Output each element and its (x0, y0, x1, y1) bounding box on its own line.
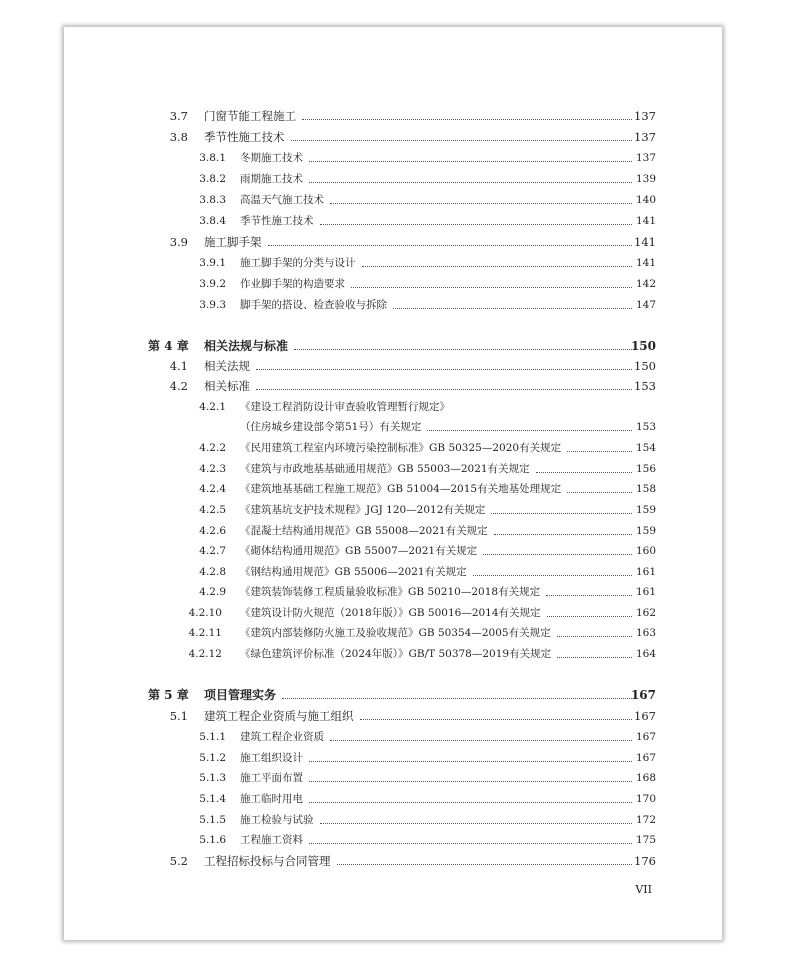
toc-entry-number: 3.9.1 (199, 257, 226, 269)
toc-entry-row[interactable] (64, 169, 722, 189)
toc-entry-number: 5.1.4 (199, 793, 226, 805)
toc-entry-row[interactable] (64, 438, 722, 458)
toc-entry-number: 4.2.5 (199, 504, 226, 516)
toc-entry-page: 162 (635, 607, 656, 619)
toc-entry-number: 第 4 章 (148, 339, 189, 353)
toc-entry-page: 170 (635, 793, 656, 805)
toc-entry-page: 154 (635, 442, 656, 454)
toc-entry-row[interactable] (64, 851, 722, 871)
toc-entry-row[interactable] (64, 603, 722, 623)
toc-entry-row[interactable] (64, 768, 722, 788)
toc-entry-page: 168 (635, 772, 656, 784)
toc-entry-row[interactable] (64, 541, 722, 561)
dot-leader (567, 491, 632, 493)
dot-leader (393, 307, 632, 309)
toc-entry-title: 《建筑设计防火规范（2018年版）》GB 50016—2014有关规定 (240, 607, 541, 619)
toc-entry-number: 3.9.3 (199, 299, 226, 311)
toc-entry-number: 4.2.9 (199, 586, 226, 598)
toc-entry-page: 137 (635, 152, 656, 164)
toc-entry-title: 《砌体结构通用规范》GB 55007—2021有关规定 (240, 545, 478, 557)
toc-entry-row[interactable] (64, 521, 722, 541)
toc-entry-title: 建筑工程企业资质 (240, 731, 324, 743)
toc-entry-title: （住房城乡建设部令第51号）有关规定 (240, 421, 422, 433)
dot-leader (546, 594, 632, 596)
toc-entry-number: 5.1.6 (199, 834, 226, 846)
toc-entry-page: 140 (635, 194, 656, 206)
toc-entry-page: 176 (634, 854, 656, 868)
toc-entry-number: 3.9 (169, 235, 188, 249)
toc-entry-page: 175 (635, 834, 656, 846)
dot-leader (291, 139, 633, 141)
toc-entry-number: 4.2.3 (199, 463, 226, 475)
toc-entry-title: 相关法规与标准 (204, 339, 289, 353)
dot-leader (309, 801, 632, 803)
toc-entry-title: 相关法规 (204, 359, 250, 373)
toc-entry-number: 3.8.4 (199, 215, 226, 227)
toc-entry-row[interactable] (64, 417, 722, 437)
toc-entry-number: 4.2.1 (199, 401, 226, 413)
toc-entry-title: 《建筑与市政地基基础通用规范》GB 55003—2021有关规定 (240, 463, 530, 475)
toc-entry-number: 4.2.12 (188, 648, 222, 660)
toc-entry-number: 5.2 (169, 854, 188, 868)
toc-entry-title: 施工脚手架的分类与设计 (240, 257, 356, 269)
toc-entry-page: 147 (635, 299, 656, 311)
toc-entry-title: 相关标准 (204, 379, 250, 393)
dot-leader (473, 574, 632, 576)
toc-entry-page: 161 (635, 586, 656, 598)
dot-leader (309, 181, 632, 183)
toc-entry-title: 高温天气施工技术 (240, 194, 324, 206)
toc-entry-title: 施工临时用电 (240, 793, 303, 805)
dot-leader (330, 739, 632, 741)
toc-entry-number: 3.8.1 (199, 152, 226, 164)
toc-entry-number: 5.1.3 (199, 772, 226, 784)
dot-leader (282, 697, 632, 699)
toc-entry-number: 4.2.8 (199, 566, 226, 578)
toc-entry-page: 167 (630, 688, 656, 702)
toc-entry-page: 137 (634, 130, 656, 144)
dot-leader (330, 202, 632, 204)
toc-entry-title: 《建设工程消防设计审查验收管理暂行规定》 (240, 401, 450, 413)
dot-leader (309, 760, 632, 762)
toc-entry-page: 153 (634, 379, 656, 393)
toc-entry-row[interactable] (64, 727, 722, 747)
toc-entry-number: 4.2.6 (199, 525, 226, 537)
dot-leader (268, 244, 633, 246)
page-folio: VII (635, 883, 652, 896)
toc-entry-number: 3.8 (169, 130, 188, 144)
dot-leader (360, 718, 633, 720)
toc-entry-page: 158 (635, 483, 656, 495)
toc-entry-title: 雨期施工技术 (240, 173, 303, 185)
toc-entry-page: 161 (635, 566, 656, 578)
dot-leader (557, 635, 632, 637)
toc-entry-title: 季节性施工技术 (204, 130, 285, 144)
toc-entry-row[interactable] (64, 582, 722, 602)
toc-entry-title: 《钢结构通用规范》GB 55006—2021有关规定 (240, 566, 467, 578)
toc-entry-page: 150 (634, 359, 656, 373)
toc-entry-row[interactable] (64, 274, 722, 294)
toc-entry-row[interactable] (64, 459, 722, 479)
toc-entry-title: 冬期施工技术 (240, 152, 303, 164)
toc-entry-page: 167 (635, 731, 656, 743)
dot-leader (483, 553, 632, 555)
toc-entry-number: 4.1 (169, 359, 188, 373)
toc-entry-page: 139 (635, 173, 656, 185)
dot-leader (320, 223, 633, 225)
toc-entry-number: 5.1 (169, 709, 188, 723)
dot-leader (302, 118, 632, 120)
toc-entry-page: 172 (635, 814, 656, 826)
dot-leader (320, 822, 633, 824)
dot-leader (256, 368, 632, 370)
dot-leader (256, 388, 632, 390)
toc-entry-title: 工程施工资料 (240, 834, 303, 846)
toc-entry-number: 5.1.1 (199, 731, 226, 743)
dot-leader (427, 429, 632, 431)
toc-entry-number: 5.1.5 (199, 814, 226, 826)
dot-leader (494, 533, 632, 535)
dot-leader (547, 615, 632, 617)
toc-entry-row[interactable] (64, 397, 722, 417)
toc-entry-row[interactable] (64, 190, 722, 210)
toc-entry-number: 5.1.2 (199, 752, 226, 764)
toc-entry-title: 《建筑地基基础工程施工规范》GB 51004—2015有关地基处理规定 (240, 483, 562, 495)
toc-entry-page: 164 (635, 648, 656, 660)
toc-entry-number: 4.2.10 (188, 607, 222, 619)
toc-entry-row[interactable] (64, 830, 722, 850)
toc-entry-row[interactable] (64, 810, 722, 830)
dot-leader (351, 286, 632, 288)
toc-entry-row[interactable] (64, 376, 722, 396)
toc-entry-title: 《建筑内部装修防火施工及验收规范》GB 50354—2005有关规定 (240, 627, 551, 639)
dot-leader (294, 348, 632, 350)
toc-entry-page: 167 (634, 709, 656, 723)
toc-entry-row[interactable] (64, 706, 722, 726)
toc-entry-number: 3.8.2 (199, 173, 226, 185)
toc-entry-number: 3.8.3 (199, 194, 226, 206)
toc-entry-title: 施工脚手架 (204, 235, 262, 249)
toc-entry-title: 《绿色建筑评价标准（2024年版）》GB/T 50378—2019有关规定 (240, 648, 552, 660)
toc-entry-title: 项目管理实务 (204, 688, 277, 702)
dot-leader (309, 160, 632, 162)
dot-leader (491, 512, 632, 514)
toc-entry-number: 3.9.2 (199, 278, 226, 290)
book-page (64, 27, 722, 940)
toc-entry-number: 4.2 (169, 379, 188, 393)
toc-entry-row[interactable] (64, 644, 722, 664)
toc-entry-page: 141 (634, 235, 656, 249)
toc-entry-row[interactable] (64, 295, 722, 315)
toc-entry-title: 施工平面布置 (240, 772, 303, 784)
toc-entry-number: 4.2.2 (199, 442, 226, 454)
toc-entry-row[interactable] (64, 748, 722, 768)
toc-entry-title: 《建筑基坑支护技术规程》JGJ 120—2012有关规定 (240, 504, 486, 516)
toc-entry-row[interactable] (64, 211, 722, 231)
toc-entry-page: 153 (635, 421, 656, 433)
toc-entry-title: 《民用建筑工程室内环境污染控制标准》GB 50325—2020有关规定 (240, 442, 562, 454)
toc-entry-number: 第 5 章 (148, 688, 189, 702)
toc-entry-row[interactable] (64, 562, 722, 582)
toc-entry-row[interactable] (64, 148, 722, 168)
toc-entry-row[interactable] (64, 106, 722, 126)
toc-entry-page: 159 (635, 504, 656, 516)
toc-entry-row[interactable] (64, 789, 722, 809)
toc-entry-page: 142 (635, 278, 656, 290)
toc-entry-title: 门窗节能工程施工 (204, 109, 296, 123)
toc-entry-page: 163 (635, 627, 656, 639)
toc-entry-page: 137 (634, 109, 656, 123)
toc-entry-page: 156 (635, 463, 656, 475)
dot-leader (337, 863, 633, 865)
toc-chapter-row[interactable] (64, 685, 722, 705)
dot-leader (309, 842, 632, 844)
dot-leader (309, 780, 632, 782)
dot-leader (362, 265, 633, 267)
dot-leader (536, 471, 632, 473)
toc-entry-page: 159 (635, 525, 656, 537)
toc-entry-row[interactable] (64, 253, 722, 273)
toc-entry-title: 施工组织设计 (240, 752, 303, 764)
toc-entry-title: 《混凝土结构通用规范》GB 55008—2021有关规定 (240, 525, 488, 537)
toc-entry-title: 作业脚手架的构造要求 (240, 278, 345, 290)
toc-entry-number: 3.7 (169, 109, 188, 123)
toc-entry-title: 《建筑装饰装修工程质量验收标准》GB 50210—2018有关规定 (240, 586, 541, 598)
toc-entry-number: 4.2.11 (188, 627, 222, 639)
toc-entry-page: 167 (635, 752, 656, 764)
toc-entry-title: 工程招标投标与合同管理 (204, 854, 331, 868)
toc-entry-row[interactable] (64, 127, 722, 147)
toc-entry-number: 4.2.7 (199, 545, 226, 557)
toc-entry-row[interactable] (64, 479, 722, 499)
toc-entry-page: 160 (635, 545, 656, 557)
toc-entry-row[interactable] (64, 500, 722, 520)
toc-entry-page: 141 (635, 215, 656, 227)
dot-leader (557, 656, 632, 658)
dot-leader (567, 450, 632, 452)
toc-entry-title: 季节性施工技术 (240, 215, 314, 227)
toc-entry-title: 施工检验与试验 (240, 814, 314, 826)
toc-entry-title: 建筑工程企业资质与施工组织 (204, 709, 354, 723)
toc-entry-row[interactable] (64, 623, 722, 643)
toc-entry-row[interactable] (64, 232, 722, 252)
toc-entry-title: 脚手架的搭设、检查验收与拆除 (240, 299, 387, 311)
toc-entry-row[interactable] (64, 356, 722, 376)
toc-entry-number: 4.2.4 (199, 483, 226, 495)
toc-entry-page: 141 (635, 257, 656, 269)
toc-chapter-row[interactable] (64, 336, 722, 356)
toc-entry-page: 150 (630, 339, 656, 353)
